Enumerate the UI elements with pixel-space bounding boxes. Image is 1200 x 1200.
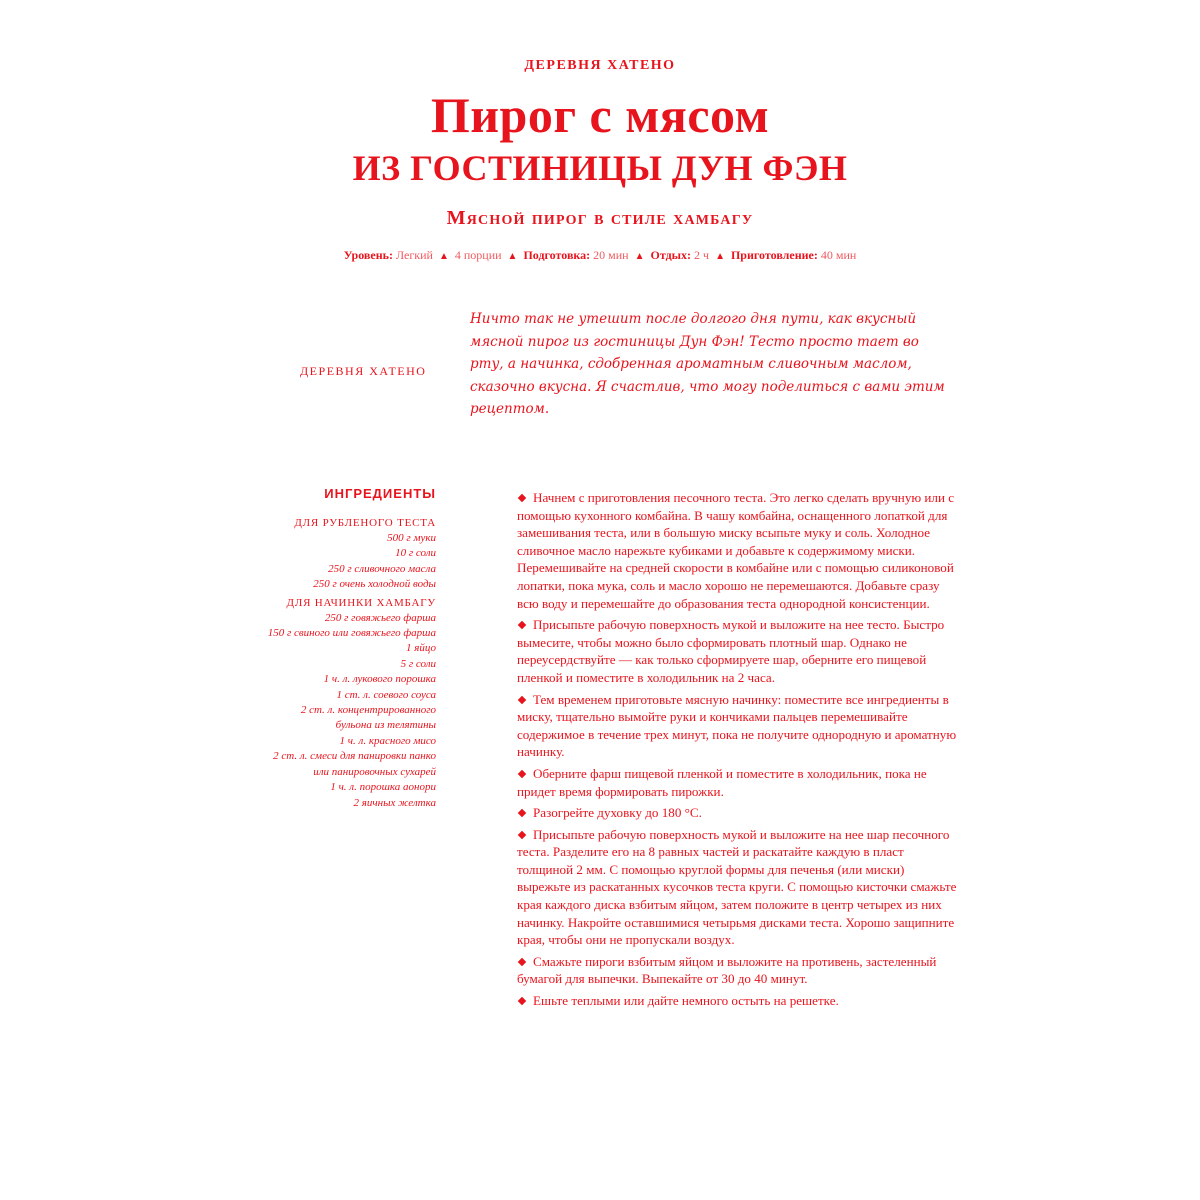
ingredient-item: 5 г соли: [400, 657, 436, 670]
ingredient-item: 1 яйцо: [406, 642, 436, 655]
diamond-icon: [518, 695, 526, 703]
method-step: [517, 616, 957, 686]
method-step-text: Тем временем приготовьте мясную начинку: поместите все ингредиенты в миску, тщательно вымойте руки и кончиками пальцев перемешивайте содержимое в течение трех минут, пока не получите однородную и ароматную начинку.: [517, 691, 957, 760]
recipe-meta-line: [0, 246, 1200, 266]
meta-prep: Подготовка: 20 мин: [523, 248, 629, 262]
method-step-text: Разогрейте духовку до 180 °C.: [533, 805, 702, 821]
meta-level: Уровень: Легкий: [343, 248, 433, 262]
method-step: [517, 804, 957, 822]
diamond-icon: [518, 621, 526, 629]
method-step-text: Ешьте теплыми или дайте немного остыть на решетке.: [533, 993, 839, 1009]
diamond-icon: [518, 997, 526, 1005]
method-step: [517, 992, 957, 1010]
ingredients-heading: ИНГРЕДИЕНТЫ: [324, 486, 436, 501]
ingredient-item: 2 ст. л. смеси для панировки панко: [273, 750, 436, 763]
method-step-text: Оберните фарш пищевой пленкой и поместите в холодильник, пока не придет время формировать пирожки.: [517, 765, 927, 799]
diamond-icon: [518, 830, 526, 838]
method-step-text: Присыпьте рабочую поверхность мукой и выложите на нее шар песочного теста. Разделите его на 8 равных частей и раскатайте каждую в пласт толщиной 2 мм. С помощью круглой формы для печенья (или миски) вырежьте из раскатанных кусочков теста круги. С помощью кисточки смажьте края каждого диска взбитым яйцом, затем положите в центр четырех из них начинку. Накройте оставшимися четырьмя дисками теста. Хорошо защипните края, чтобы они не пропускали воздух.: [517, 826, 957, 948]
method-step: [517, 691, 957, 761]
ingredient-item: 2 яичных желтка: [353, 796, 436, 809]
intro-quote: Ничто так не утешит после долгого дня пути, как вкусный мясной пирог из гостиницы Дун Фэн! Тесто просто тает во рту, а начинка, сдобренная ароматным сливочным маслом, сказочно вкусна. Я счастлив, что могу поделиться с вами этим рецептом.: [470, 311, 945, 417]
method-step-text: Начнем с приготовления песочного теста. Это легко сделать вручную или с помощью кухонного комбайна. В чашу комбайна, оснащенного лопаткой для замешивания теста, или в большую миску всыпьте муку и соль. Холодное сливочное масло нарежьте кубиками и добавьте к содержимому миски. Перемешивайте на средней скорости в комбайне или с помощью силиконовой лопатки, пока мука, соль и масло хорошо не перемешаются. Добавьте сразу всю воду и перемешайте до образования теста однородной консистенции.: [517, 490, 955, 611]
triangle-icon: ▲: [438, 251, 449, 262]
ingredient-item: 250 г очень холодной воды: [313, 578, 436, 591]
meta-rest: Отдых: 2 ч: [650, 248, 710, 262]
recipe-title-line2: ИЗ ГОСТИНИЦЫ ДУН ФЭН: [352, 148, 848, 188]
ingredient-item: 250 г сливочного масла: [328, 562, 436, 575]
method-step: [517, 953, 957, 988]
diamond-icon: [518, 770, 526, 778]
ingredient-item: 250 г говяжьего фарша: [324, 611, 436, 624]
method-step-text: Присыпьте рабочую поверхность мукой и выложите на нее тесто. Быстро вымесите, чтобы можно было сформировать плотный шар. Однако не переусердствуйте — как только сформируете шар, оберните его пищевой пленкой и поместите в холодильник на 2 часа.: [517, 617, 945, 685]
ingredient-item: 2 ст. л. концентрированного: [300, 704, 436, 717]
ingredient-item: 1 ст. л. соевого соуса: [336, 688, 436, 701]
recipe-subtitle: Мясной пирог в стиле хамбагу: [446, 207, 754, 229]
meta-servings: 4 порции: [454, 248, 502, 262]
method-step: [517, 489, 957, 612]
ingredient-group-heading: ДЛЯ НАЧИНКИ ХАМБАГУ: [286, 596, 436, 609]
meta-cook: Приготовление: 40 мин: [730, 248, 857, 262]
triangle-icon: ▲: [507, 251, 518, 262]
ingredient-group-heading: ДЛЯ РУБЛЕНОГО ТЕСТА: [294, 517, 436, 529]
ingredient-item: бульона из телятины: [335, 719, 436, 732]
intro-attribution: ДЕРЕВНЯ ХАТЕНО: [300, 364, 427, 378]
method-step: [517, 765, 957, 800]
method-step: [517, 826, 957, 949]
diamond-icon: [518, 494, 526, 502]
ingredient-item: 1 ч. л. лукового порошка: [323, 673, 436, 686]
ingredient-item: 1 ч. л. порошка аонори: [330, 781, 436, 794]
triangle-icon: ▲: [715, 251, 725, 262]
section-kicker: ДЕРЕВНЯ ХАТЕНО: [524, 58, 676, 73]
method-step-text: Смажьте пироги взбитым яйцом и выложите на противень, застеленный бумагой для выпечки. Выпекайте от 30 до 40 минут.: [517, 953, 937, 987]
recipe-title: Пирог с мясом: [430, 87, 770, 143]
ingredients-panel: [230, 486, 436, 811]
ingredient-item: 1 ч. л. красного мисо: [339, 734, 436, 747]
triangle-icon: ▲: [634, 251, 645, 262]
diamond-icon: [518, 958, 526, 966]
diamond-icon: [518, 809, 526, 817]
method-steps: [517, 489, 957, 1014]
ingredient-item: или панировочных сухарей: [313, 765, 436, 778]
ingredient-item: 150 г свиного или говяжьего фарша: [267, 627, 436, 640]
ingredient-item: 500 г муки: [387, 532, 436, 544]
ingredient-item: 10 г соли: [395, 547, 436, 560]
